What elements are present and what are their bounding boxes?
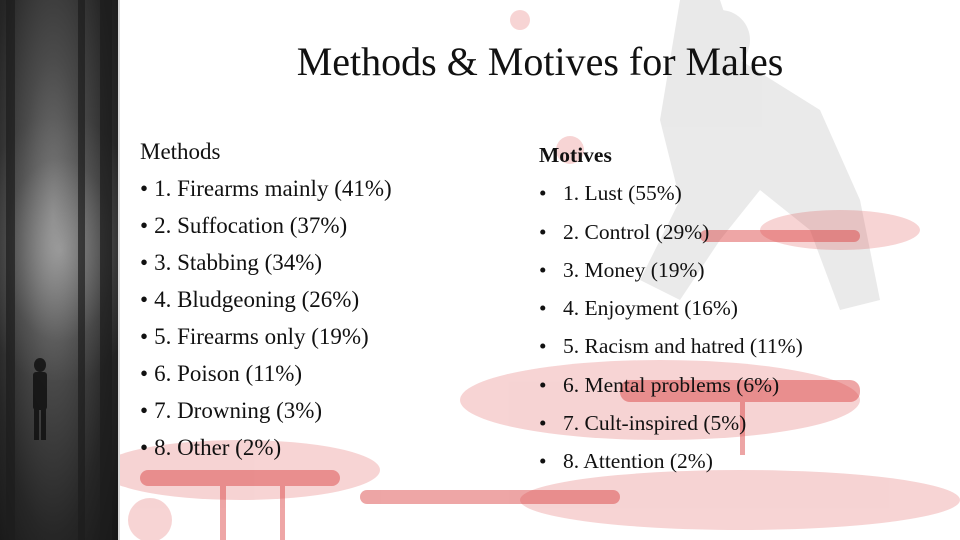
list-item [140, 392, 392, 429]
list-item [539, 327, 803, 365]
list-item [539, 404, 803, 442]
list-item [539, 174, 803, 212]
method-text: 4. Bludgeoning (26%) [154, 287, 360, 312]
bullet-icon: • [539, 449, 547, 474]
list-item [539, 366, 803, 404]
shadow-figure [0, 0, 118, 540]
list-item [539, 251, 803, 289]
motive-text: 3. Money (19%) [563, 257, 705, 282]
motive-text: 2. Control (29%) [563, 219, 710, 244]
bullet-icon: • [539, 257, 547, 282]
methods-column [140, 133, 392, 466]
left-foggy-forest-image [0, 0, 118, 540]
list-item [140, 170, 392, 207]
motive-text: 5. Racism and hatred (11%) [563, 334, 803, 359]
bullet-icon: • [539, 411, 547, 436]
bullet-icon: • [539, 296, 547, 321]
bullet-icon: • [140, 176, 149, 201]
motive-text: 1. Lust (55%) [563, 181, 682, 206]
bullet-icon: • [140, 324, 149, 349]
method-text: 5. Firearms only (19%) [154, 324, 369, 349]
motive-text: 8. Attention (2%) [563, 449, 713, 474]
motives-heading: Motives [539, 143, 612, 167]
bullet-icon: • [539, 372, 547, 397]
list-item [140, 244, 392, 281]
bullet-icon: • [539, 181, 547, 206]
bullet-icon: • [140, 213, 149, 238]
motive-text: 4. Enjoyment (16%) [563, 296, 738, 321]
bullet-icon: • [140, 361, 149, 386]
list-item [140, 318, 392, 355]
list-item [140, 281, 392, 318]
method-text: 8. Other (2%) [154, 435, 282, 460]
methods-heading: Methods [140, 139, 221, 164]
method-text: 3. Stabbing (34%) [154, 250, 323, 275]
list-item [539, 213, 803, 251]
method-text: 6. Poison (11%) [154, 361, 303, 386]
list-item [539, 442, 803, 480]
list-item [539, 289, 803, 327]
bullet-icon: • [140, 287, 149, 312]
bullet-icon: • [539, 334, 547, 359]
method-text: 1. Firearms mainly (41%) [154, 176, 392, 201]
bullet-icon: • [140, 435, 149, 460]
bullet-icon: • [140, 398, 149, 423]
motive-text: 7. Cult-inspired (5%) [563, 411, 747, 436]
list-item [140, 355, 392, 392]
motives-column [539, 136, 803, 481]
bullet-icon: • [539, 219, 547, 244]
slide-title: Methods & Motives for Males [296, 39, 784, 84]
method-text: 7. Drowning (3%) [154, 398, 323, 423]
bullet-icon: • [140, 250, 149, 275]
list-item [140, 207, 392, 244]
motive-text: 6. Mental problems (6%) [563, 372, 780, 397]
method-text: 2. Suffocation (37%) [154, 213, 348, 238]
list-item [140, 429, 392, 466]
